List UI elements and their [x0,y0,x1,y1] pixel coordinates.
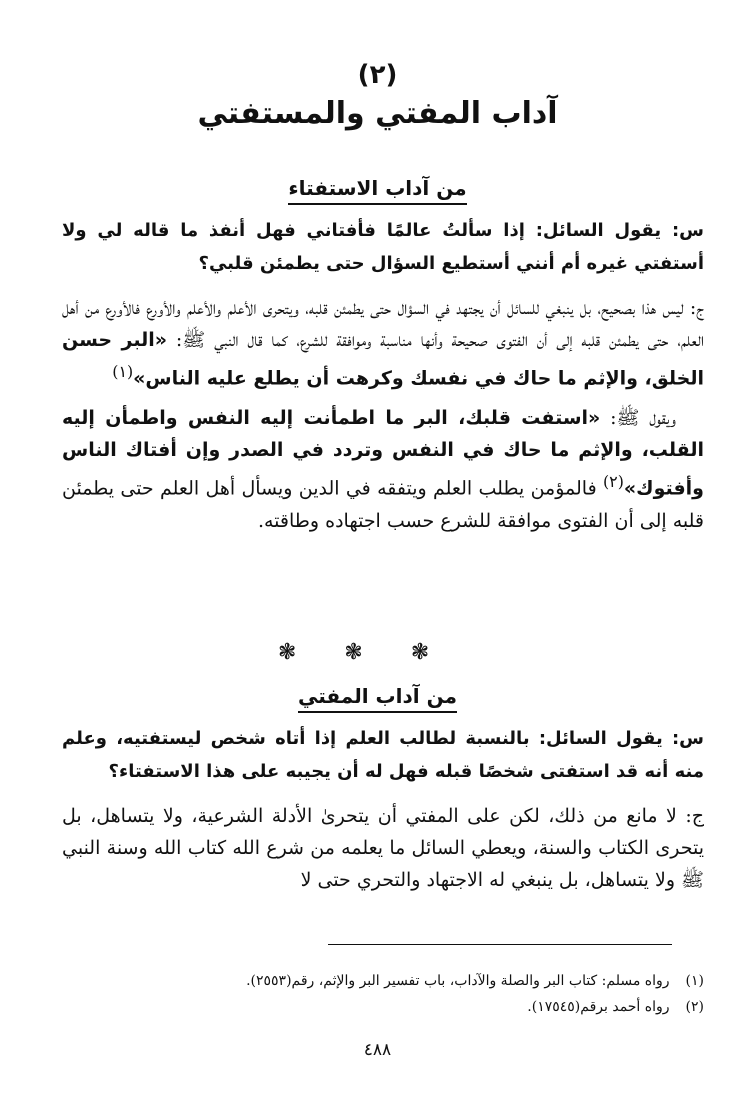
section-heading-mufti-text: من آداب المفتي [298,684,457,713]
answer-1-paragraph-1 [62,292,704,394]
question-1-text: س: يقول السائل: إذا سألتُ عالمًا فأفتاني فهل أنفذ ما قاله لي ولا أستفتي غيره أم أنني أستطيع السؤال حتى يطمئن قلبي؟ [62,220,704,274]
section-heading-mufti [0,684,755,713]
answer-2 [62,800,704,896]
answer-2-intro: ويقول ﷺ: [600,407,676,430]
footnote-ref-2: (٢) [602,472,624,492]
chapter-number: (٢) [357,60,398,90]
section-separator: ❃❃❃ [277,640,478,665]
question-2-text: س: يقول السائل: بالنسبة لطالب العلم إذا أتاه شخص ليستفتيه، وعلم منه أنه قد استفتى شخصًا قبله فهل له أن يجيبه على هذا الاستفتاء؟ [62,728,704,782]
answer-1 [62,292,704,537]
answer-1-intro: ج: ليس هذا بصحيح، بل ينبغي للسائل أن يجتهد في السؤال حتى يطمئن قلبه، ويتحرى الأعلم والأعلم والأورع فالأورع من أهل العلم، حتى يطمئن قلبه إلى أن الفتوى صحيحة وأنها مناسبة وموافقة للشرع، كما قال النبي ﷺ: [62,297,705,351]
answer-1-paragraph-2 [62,402,704,536]
footnote-2-text: رواه أحمد برقم(١٧٥٤٥). [527,999,670,1015]
answer-2-text: ج: لا مانع من ذلك، لكن على المفتي أن يتحرىٰ الأدلة الشرعية، ولا يتساهل، بل يتحرى الكتاب والسنة، ويعطي السائل ما يعلمه من شرع الله كتاب الله وسنة النبي ﷺ ولا يتساهل، بل ينبغي له الاجتهاد والتحري حتى لا [62,805,704,891]
footnote-ref-1: (١) [112,362,134,381]
footnotes [62,968,704,1020]
footnote-1 [62,968,704,994]
section-heading-istifta-text: من آداب الاستفتاء [288,176,466,205]
footnote-1-number: (١) [685,973,704,989]
question-1 [62,214,704,280]
page-number: ٤٨٨ [363,1040,392,1060]
question-2 [62,722,704,788]
hadith-quote-1: «البر حسن الخلق، والإثم ما حاك في نفسك وكرهت أن يطلع عليه الناس» [62,329,704,390]
chapter-title: آداب المفتي والمستفتي [197,96,558,131]
footnote-2-number: (٢) [685,999,704,1015]
section-heading-istifta [0,176,755,205]
footnote-2 [62,994,704,1020]
hadith-quote-2: «استفت قلبك، البر ما اطمأنت إليه النفس واطمأن إليه القلب، والإثم ما حاك في النفس وتردد في الصدر وإن أفتاك الناس وأفتوك» [62,407,704,500]
answer-2-rest: فالمؤمن يطلب العلم ويتفقه في الدين ويسأل أهل العلم حتى يطمئن قلبه إلى أن الفتوى موافقة للشرع حسب اجتهاده وطاقته. [62,477,704,532]
footnote-divider [328,944,672,945]
footnote-1-text: رواه مسلم: كتاب البر والصلة والآداب، باب تفسير البر والإثم، رقم(٢٥٥٣). [246,973,670,989]
